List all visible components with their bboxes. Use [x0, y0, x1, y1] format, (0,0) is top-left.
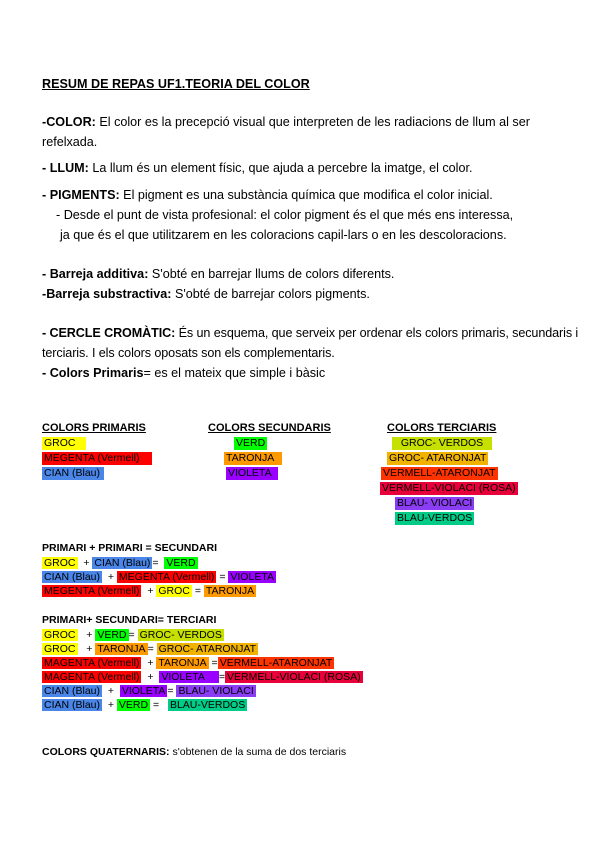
- def-primaris-term: - Colors Primaris: [42, 366, 144, 380]
- plus-sign: +: [147, 671, 154, 683]
- sec-eq-a: GROC: [44, 557, 76, 569]
- plus-sign: +: [86, 643, 93, 655]
- def-pigments-term: - PIGMENTS:: [42, 188, 120, 202]
- ter-eq-r: BLAU- VIOLACI: [178, 685, 254, 697]
- quaternaris-text: s'obtenen de la suma de dos terciaris: [169, 746, 347, 758]
- plus-sign: +: [107, 699, 114, 711]
- sec-eq-r: VIOLETA: [230, 571, 274, 583]
- plus-sign: +: [107, 571, 114, 583]
- equals-sign: =: [128, 629, 135, 641]
- secundari-verd: VERD: [236, 437, 266, 449]
- plus-sign: +: [83, 557, 90, 569]
- ter-eq-b: VIOLETA: [121, 685, 166, 697]
- sec-eq-b: CIAN (Blau): [94, 557, 151, 569]
- ter-eq-b: VERD: [97, 629, 127, 641]
- def-pigments: [42, 185, 493, 205]
- ter-eq-b: VIOLETA: [159, 671, 219, 683]
- ter-eq-b: TARONJA: [158, 657, 207, 669]
- equals-sign: =: [153, 699, 160, 711]
- def-primaris: [42, 363, 325, 383]
- secundaris-heading: COLORS SECUNDARIS: [208, 422, 331, 434]
- equals-sign: =: [194, 585, 201, 597]
- def-cercle-text: És un esquema, que serveix per ordenar els colors primaris, secundaris i: [175, 326, 579, 340]
- def-llum-term: - LLUM:: [42, 161, 89, 175]
- sec-eq-row: [42, 570, 276, 584]
- ter-eq-row: [42, 670, 363, 684]
- def-pigments-text: El pigment es una substància química que modifica el color inicial.: [119, 188, 493, 202]
- def-color: [42, 112, 530, 152]
- def-cercle: [42, 323, 578, 363]
- sec-eq-b: GROC: [158, 585, 190, 597]
- def-substractiva-text: S'obté de barrejar colors pigments.: [171, 287, 370, 301]
- ter-eq-row: [42, 698, 247, 712]
- equals-sign: =: [211, 657, 218, 669]
- ter-eq-a: MAGENTA (Vermell): [44, 671, 140, 683]
- def-color-term: -COLOR:: [42, 115, 96, 129]
- sec-eq-row: [42, 584, 256, 598]
- ter-eq-r: VERMELL-VIOLACI (ROSA): [227, 671, 361, 683]
- plus-sign: +: [107, 685, 114, 697]
- def-color-text2: refelxada.: [42, 135, 98, 149]
- secundari-taronja: TARONJA: [224, 452, 282, 465]
- equals-sign: =: [218, 671, 226, 683]
- primari-cian: CIAN (Blau): [42, 467, 104, 480]
- terciari-groc-verdos: GROC- VERDOS: [392, 437, 492, 450]
- terciari-vermell-ataronjat: VERMELL-ATARONJAT: [383, 467, 496, 479]
- def-primaris-text: = es el mateix que simple i bàsic: [143, 366, 326, 380]
- secundari-formula-heading: PRIMARI + PRIMARI = SECUNDARI: [42, 542, 218, 554]
- terciari-blau-verdos: BLAU-VERDOS: [397, 512, 473, 524]
- ter-eq-row: [42, 656, 334, 670]
- def-color-text: El color es la precepció visual que interpreten de les radiacions de llum al ser: [95, 115, 530, 129]
- plus-sign: +: [86, 629, 93, 641]
- def-substractiva-term: -Barreja substractiva:: [42, 287, 172, 301]
- equals-sign: =: [219, 571, 226, 583]
- def-cercle-term: - CERCLE CROMÀTIC:: [42, 326, 176, 340]
- terciari-groc-ataronjat: GROC- ATARONJAT: [389, 452, 487, 464]
- def-pigments-sub1: - Desde el punt de vista profesional: el color pigment és el que més ens interessa,: [56, 208, 514, 222]
- def-pigments-sub2: ja que és el que utilitzarem en les coloracions capil-lars o en les descoloracions.: [60, 228, 507, 242]
- document-title: RESUM DE REPAS UF1.TEORIA DEL COLOR: [42, 77, 310, 91]
- sec-eq-a: MEGENTA (Vermell): [44, 585, 140, 597]
- terciaris-heading: COLORS TERCIARIS: [387, 422, 497, 434]
- ter-eq-a: GROC: [44, 629, 76, 641]
- ter-eq-row: [42, 628, 224, 642]
- secundari-violeta: VIOLETA: [226, 467, 278, 480]
- ter-eq-a: MAGENTA (Vermell): [44, 657, 140, 669]
- ter-eq-r: BLAU-VERDOS: [169, 699, 246, 711]
- equals-sign: =: [147, 643, 154, 655]
- primaris-heading: COLORS PRIMARIS: [42, 422, 146, 434]
- terciari-vermell-violaci: VERMELL-VIOLACI (ROSA): [382, 482, 516, 494]
- quaternaris: [42, 746, 346, 758]
- def-llum-text: La llum és un element físic, que ajuda a percebre la imatge, el color.: [88, 161, 473, 175]
- sec-eq-a: CIAN (Blau): [44, 571, 101, 583]
- terciari-blau-violaci: BLAU- VIOLACI: [397, 497, 473, 509]
- quaternaris-term: COLORS QUATERNARIS:: [42, 746, 170, 758]
- primari-magenta: MEGENTA (Vermell): [42, 452, 152, 465]
- ter-eq-a: CIAN (Blau): [44, 699, 101, 711]
- equals-sign: =: [152, 557, 159, 569]
- sec-eq-row: [42, 556, 198, 570]
- plus-sign: +: [147, 585, 154, 597]
- def-cercle-text2: terciaris. I els colors oposats son els complementaris.: [42, 346, 335, 360]
- primari-groc: GROC: [42, 437, 86, 450]
- ter-eq-row: [42, 684, 256, 698]
- plus-sign: +: [147, 657, 154, 669]
- ter-eq-r: GROC- VERDOS: [139, 629, 222, 641]
- def-additiva-text: S'obté en barrejar llums de colors diferents.: [148, 267, 395, 281]
- def-additiva-term: - Barreja additiva:: [42, 267, 149, 281]
- sec-eq-r: TARONJA: [205, 585, 255, 597]
- def-llum: [42, 158, 472, 178]
- ter-eq-r: VERMELL-ATARONJAT: [219, 657, 333, 669]
- def-additiva: [42, 264, 394, 284]
- sec-eq-b: MEGENTA (Vermell): [118, 571, 215, 583]
- ter-eq-b: TARONJA: [97, 643, 146, 655]
- def-substractiva: [42, 284, 370, 304]
- ter-eq-a: GROC: [44, 643, 76, 655]
- equals-sign: =: [167, 685, 174, 697]
- ter-eq-b: VERD: [118, 699, 149, 711]
- ter-eq-a: CIAN (Blau): [44, 685, 101, 697]
- ter-eq-r: GROC- ATARONJAT: [158, 643, 257, 655]
- terciari-formula-heading: PRIMARI+ SECUNDARI= TERCIARI: [42, 614, 217, 626]
- ter-eq-row: [42, 642, 258, 656]
- sec-eq-r: VERD: [166, 557, 196, 569]
